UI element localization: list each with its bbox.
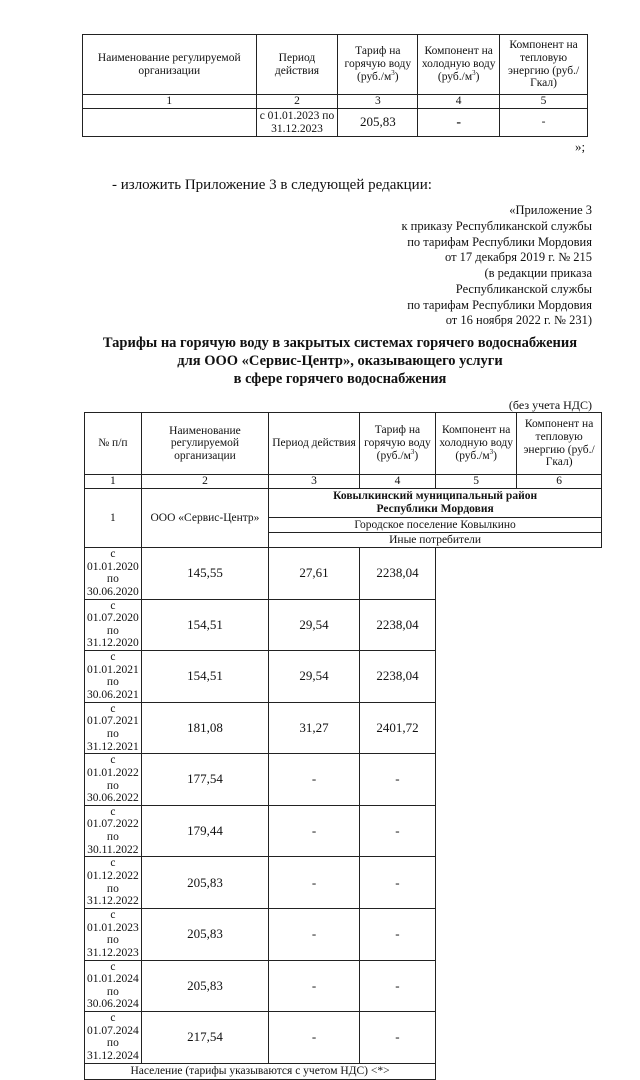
heat-cell: - [359,754,435,806]
period-cell [85,754,142,806]
title-line: Тарифы на горячую воду в закрытых системах горячего водоснабжения [102,335,578,351]
period-start: с 01.01.2022 [87,754,139,779]
title-line: в сфере горячего водоснабжения [233,371,447,388]
period-cell [85,908,142,960]
row-number-cell: 1 [85,489,142,548]
col-header-heat: Компонент на тепловую энергию (руб./Гкал) [500,35,588,95]
period-cell [85,702,142,754]
table-row [85,754,602,806]
col-header-period: Период действия [256,35,338,95]
appendix-reference [401,203,592,329]
settlement-cell: Городское поселение Ковылкино [269,518,602,533]
tariff-cell: 205,83 [141,960,268,1012]
period-cell: с 01.01.2023 по 31.12.2023 [256,109,338,137]
cold-cell: - [418,109,500,137]
col-number: 6 [517,475,602,489]
title-line: для ООО «Сервис-Центр», оказывающего услуги [177,353,503,370]
period-start: с 01.07.2022 [87,805,139,831]
period-end: по 30.11.2022 [87,831,139,856]
trailing-quote: »; [575,139,586,154]
tariff-cell: 179,44 [141,805,268,857]
tariff-cell: 205,83 [338,109,418,137]
organization-cell: ООО «Сервис-Центр» [141,489,268,548]
cold-cell: - [269,754,360,806]
appendix-line: по тарифам Республики Мордовия [407,297,592,312]
heat-cell: - [359,908,435,960]
period-cell [85,548,142,600]
period-cell [85,805,142,857]
col-number: 2 [141,475,268,489]
population-row [85,1063,602,1079]
district-cell [269,489,602,518]
heat-cell: - [359,960,435,1012]
column-numbers-row [83,95,588,109]
col-header-tariff: Тариф на горячую воду $(руб./м^3)$ [338,35,418,95]
consumer-group-cell: Иные потребители [269,533,602,548]
appendix-line: к приказу Республиканской службы [401,218,592,233]
district-line: Республики Мордовия [376,503,494,515]
column-numbers-row [85,475,602,489]
table-row [85,702,602,754]
period-end: по 30.06.2020 [87,573,139,598]
table-row [85,651,602,703]
period-cell [85,651,142,703]
district-row [85,489,602,518]
period-start: с 01.01.2024 [87,960,139,986]
cold-cell: 29,54 [269,599,360,651]
period-start: с 01.07.2020 [87,599,139,625]
tariff-cell: 145,55 [141,548,268,600]
top-tariff-table [82,34,588,137]
period-start: с 01.01.2021 [87,651,139,676]
cold-cell: - [269,908,360,960]
period-start: с 01.01.2020 [87,548,139,573]
table-row [83,109,588,137]
appendix-line: «Приложение 3 [509,203,592,217]
col-number: 5 [500,95,588,109]
instruction-text: - изложить Приложение 3 в следующей редакции: [112,177,432,193]
table-row [85,960,602,1012]
period-start: с 01.07.2021 [87,702,139,728]
period-end: по 31.12.2024 [87,1037,139,1062]
period-end: по 31.12.2021 [87,727,139,753]
col-header-org: Наименование регулируемой организации [83,35,257,95]
header-row [83,35,588,95]
col-header-cold: Компонент на холодную воду $(руб./м^3)$ [418,35,500,95]
cold-cell: - [269,1012,360,1064]
col-number: 1 [85,475,142,489]
tariff-cell: 217,54 [141,1012,268,1064]
tariff-rows [85,548,602,1080]
table-row [85,548,602,600]
heat-cell: - [359,857,435,909]
col-header-period: Период действия [269,413,360,475]
cold-cell: 27,61 [269,548,360,600]
table-row [85,908,602,960]
vat-note: (без учета НДС) [508,398,592,412]
period-start: с 01.12.2022 [87,857,139,883]
period-cell [85,857,142,909]
col-number: 5 [436,475,517,489]
table-row [85,805,602,857]
col-number: 3 [338,95,418,109]
cold-cell: - [269,857,360,909]
period-end: по 31.12.2022 [87,882,139,908]
table-row [85,857,602,909]
col-number: 2 [256,95,338,109]
period-start: с 01.01.2023 [87,908,139,934]
col-number: 4 [359,475,435,489]
cold-cell: - [269,805,360,857]
period-end: по 31.12.2020 [87,624,139,650]
appendix-line: по тарифам Республики Мордовия [407,234,592,249]
tariff-cell: 181,08 [141,702,268,754]
heat-cell: 2238,04 [359,651,435,703]
main-tariff-table [84,412,602,1080]
tariff-cell: 205,83 [141,857,268,909]
col-number: 3 [269,475,360,489]
tariff-cell: 154,51 [141,651,268,703]
population-cell: Население (тарифы указываются с учетом НДС) <*> [85,1063,436,1079]
period-end: по 30.06.2022 [87,779,139,805]
tariff-cell: 177,54 [141,754,268,806]
period-end: по 31.12.2023 [87,934,139,959]
appendix-line: от 17 декабря 2019 г. № 215 [444,250,592,265]
cold-cell: 29,54 [269,651,360,703]
period-cell [85,599,142,651]
col-header-heat: Компонент на тепловую энергию (руб./Гкал) [517,413,602,475]
appendix-line: Республиканской службы [455,281,592,296]
cold-cell: 31,27 [269,702,360,754]
heat-cell: - [359,805,435,857]
table-row [85,599,602,651]
col-header-cold: Компонент на холодную воду $(руб./м^3)$ [436,413,517,475]
org-cell [83,109,257,137]
heat-cell: - [359,1012,435,1064]
period-start: с 01.07.2024 [87,1012,139,1037]
cold-cell: - [269,960,360,1012]
heat-cell: 2238,04 [359,548,435,600]
district-line: Ковылкинский муниципальный район [333,490,538,503]
col-header-tariff: Тариф на горячую воду $(руб./м^3)$ [359,413,435,475]
col-number: 4 [418,95,500,109]
heat-cell: - [500,109,588,137]
period-cell [85,1012,142,1064]
period-end: по 30.06.2021 [87,676,139,702]
appendix-line: от 16 ноября 2022 г. № 231) [445,313,592,328]
col-header-number: № п/п [85,413,142,475]
tariff-cell: 205,83 [141,908,268,960]
period-end: по 30.06.2024 [87,985,139,1011]
heat-cell: 2401,72 [359,702,435,754]
col-number: 1 [83,95,257,109]
appendix-line: (в редакции приказа [484,266,592,280]
header-row [85,413,602,475]
col-header-org: Наименование регулируемой организации [141,413,268,475]
document-title [60,334,620,388]
tariff-cell: 154,51 [141,599,268,651]
period-cell [85,960,142,1012]
table-row [85,1012,602,1064]
heat-cell: 2238,04 [359,599,435,651]
